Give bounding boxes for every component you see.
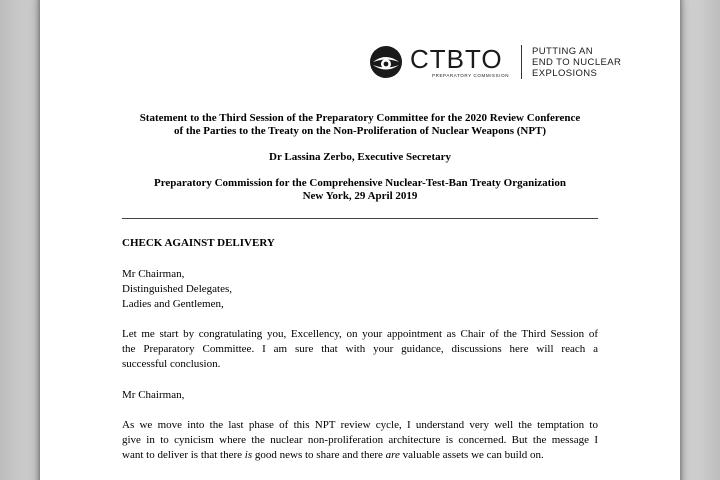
statement-title [122, 112, 598, 138]
organization-name: Preparatory Commission for the Comprehensive Nuclear-Test-Ban Treaty Organization [154, 177, 566, 189]
paragraph-line: Let me start by congratulating you, Excellency, on your appointment as Chair of the Third Session of [122, 328, 598, 340]
title-line: Statement to the Third Session of the Preparatory Committee for the 2020 Review Conference [139, 112, 581, 124]
paragraph-line [122, 448, 598, 463]
document-page [40, 0, 680, 480]
paragraph-line: give in to cynicism where the nuclear non-proliferation architecture is concerned. But the message I [122, 434, 598, 446]
logo-tagline [532, 46, 621, 79]
check-against-delivery: CHECK AGAINST DELIVERY [122, 237, 275, 249]
ctbto-emblem-icon [368, 44, 404, 80]
location-date: New York, 29 April 2019 [302, 190, 418, 202]
address-mr-chairman: Mr Chairman, [122, 389, 185, 401]
tagline-line: END TO NUCLEAR [532, 56, 622, 68]
salutation-line: Mr Chairman, [122, 268, 185, 280]
header-rule [122, 218, 598, 219]
logo-divider [521, 45, 522, 79]
text-run: valuable assets we can build on. [399, 449, 544, 461]
emphasis-are: are [385, 449, 400, 461]
tagline-line: PUTTING AN [532, 45, 594, 57]
paragraph-line: the Preparatory Committee. I am sure that with your guidance, discussions here will reach a [122, 343, 598, 355]
ctbto-logo [368, 42, 621, 82]
text-run: good news to share and there [252, 449, 386, 461]
salutation-line: Ladies and Gentlemen, [122, 298, 224, 310]
paragraph-line: successful conclusion. [122, 358, 221, 370]
speaker-name: Dr Lassina Zerbo, Executive Secretary [269, 151, 451, 163]
tagline-line: EXPLOSIONS [532, 67, 598, 79]
salutation-line: Distinguished Delegates, [122, 283, 232, 295]
organization-block [122, 177, 598, 203]
logo-subtitle: PREPARATORY COMMISSION [432, 72, 510, 78]
text-run: want to deliver is that there [122, 449, 245, 461]
title-line: of the Parties to the Treaty on the Non-Proliferation of Nuclear Weapons (NPT) [173, 125, 547, 137]
paragraph-line: As we move into the last phase of this NPT review cycle, I understand very well the temptation to [122, 419, 598, 431]
logo-wordmark [410, 43, 510, 79]
paragraph-opening [122, 327, 598, 372]
salutation [122, 267, 598, 312]
paragraph-review-cycle [122, 418, 598, 463]
logo-name: CTBTO [410, 43, 503, 74]
emphasis-is: is [244, 449, 253, 461]
